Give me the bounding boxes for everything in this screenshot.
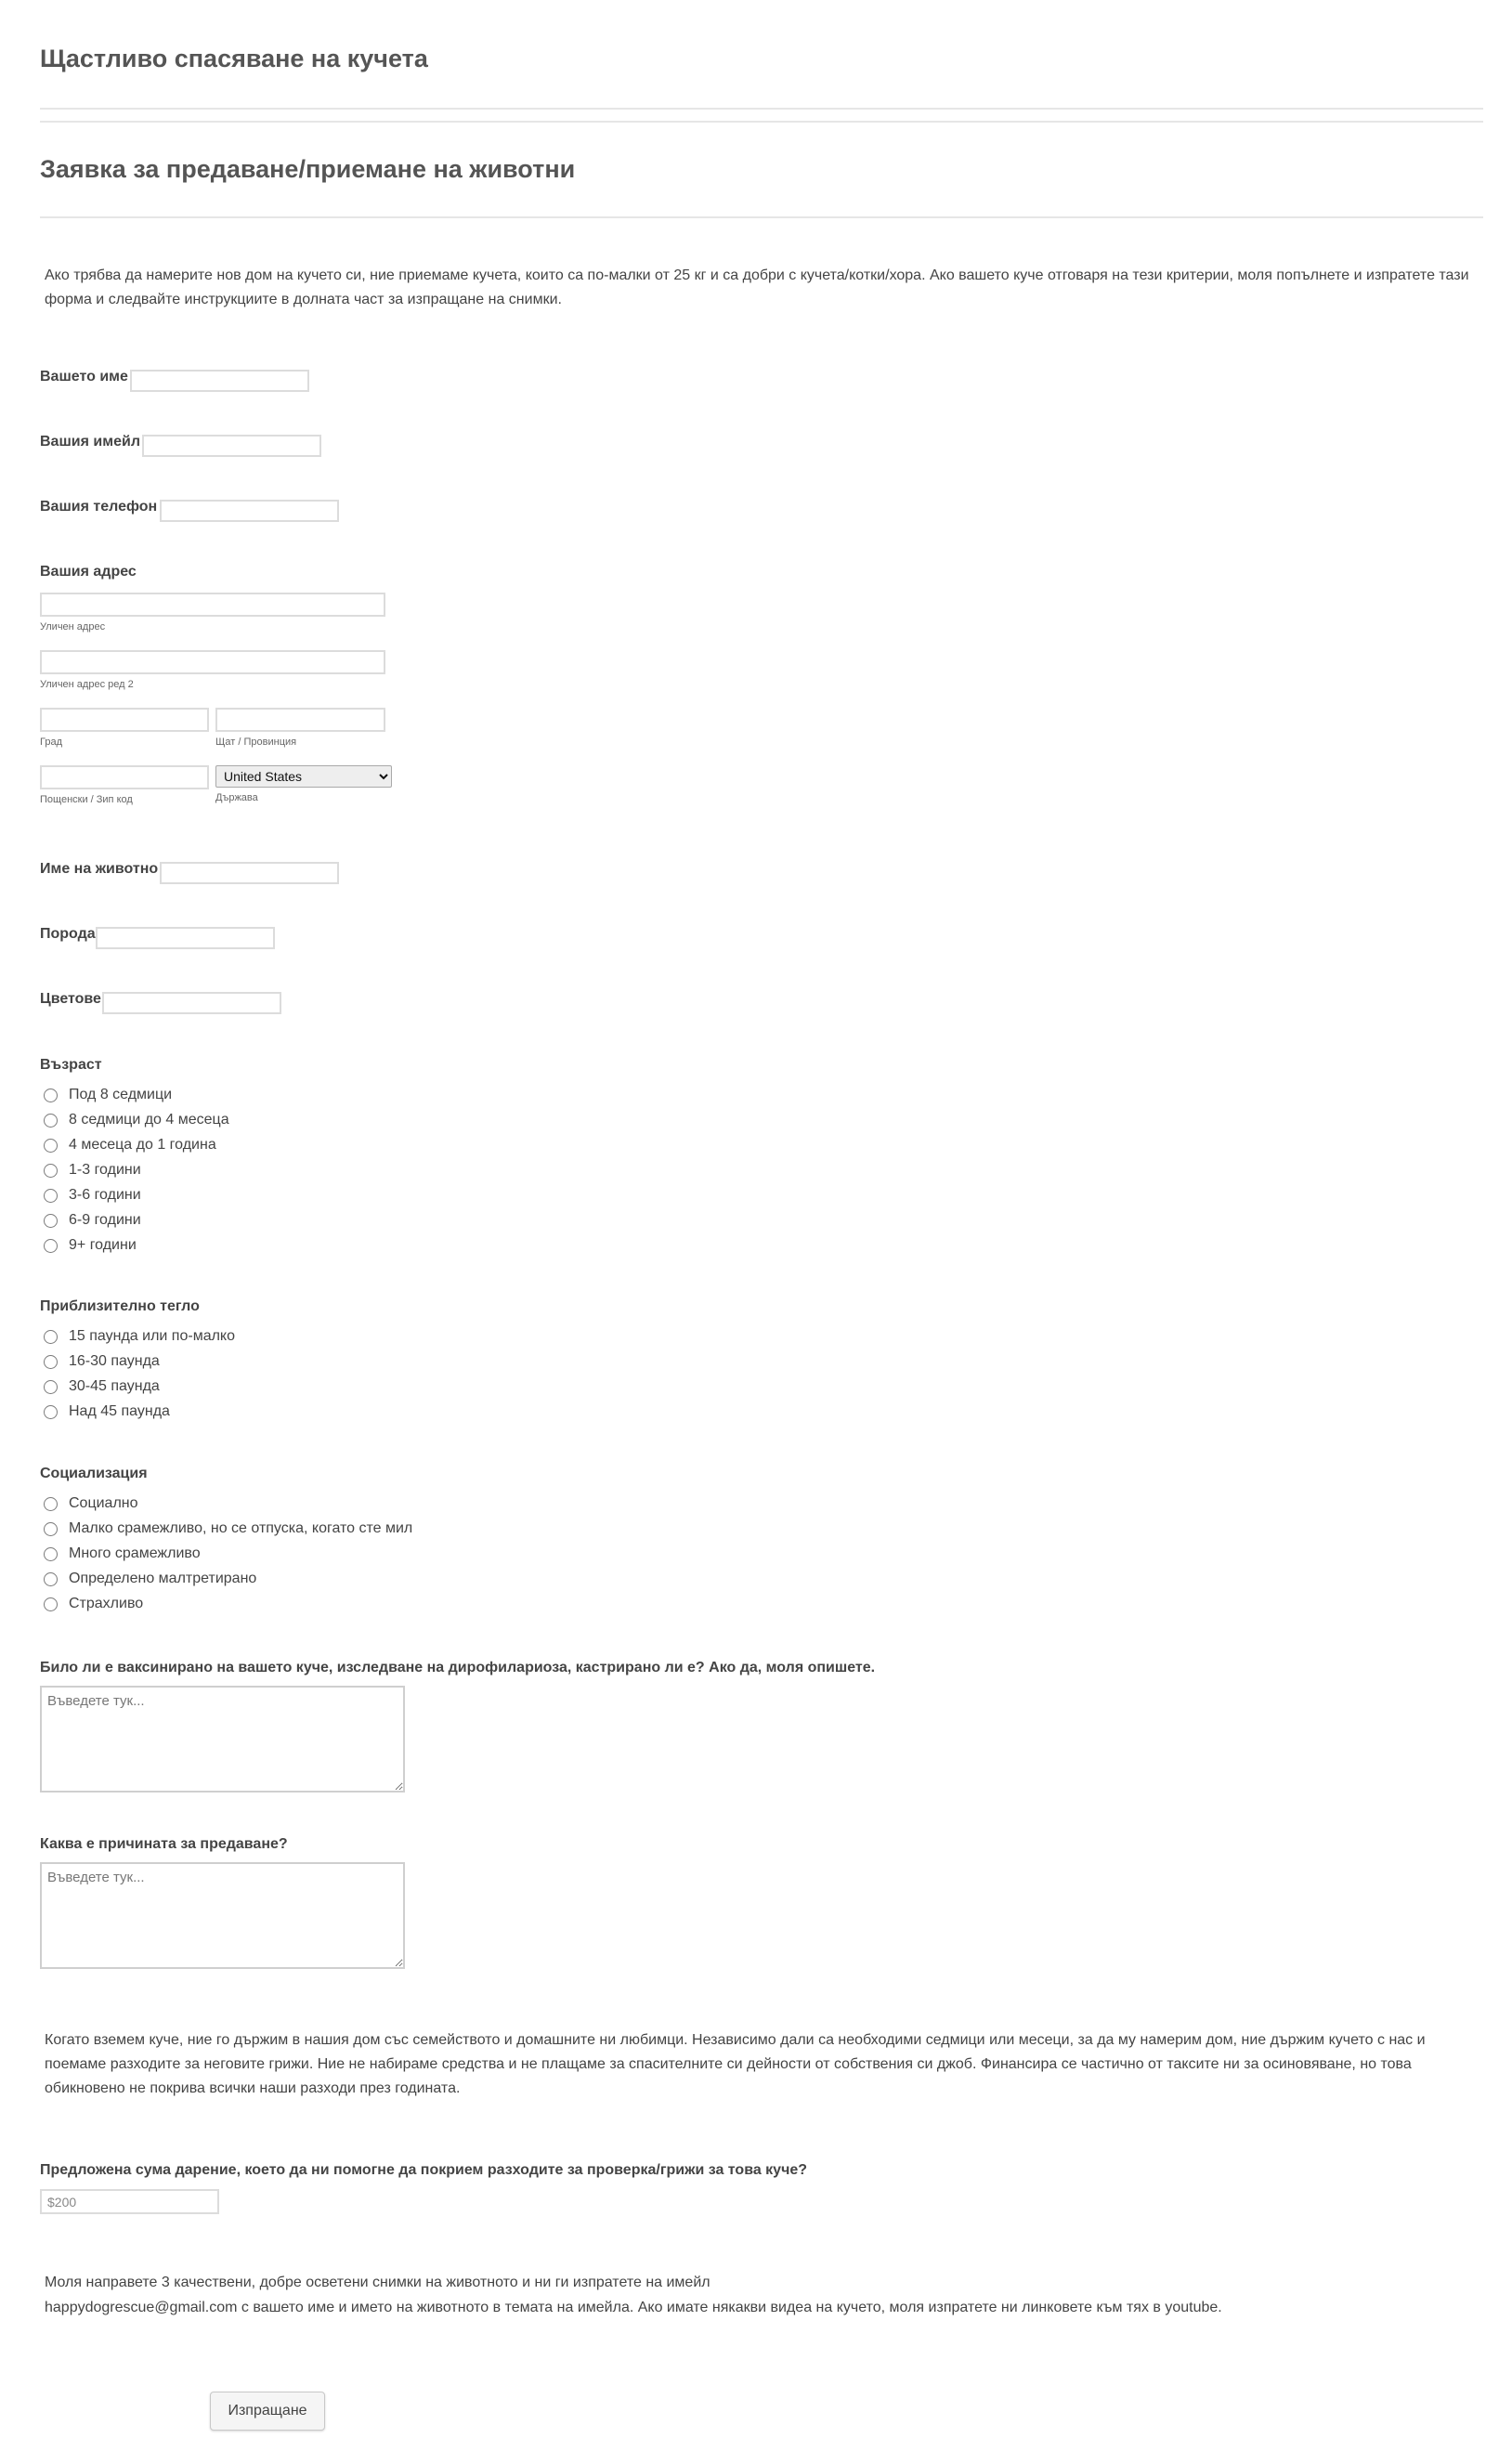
weight-option[interactable] xyxy=(44,1326,235,1347)
divider xyxy=(40,121,1483,123)
submit-button[interactable]: Изпращане xyxy=(210,2392,325,2431)
colors-input[interactable] xyxy=(102,992,281,1014)
form-title: Заявка за предаване/приемане на животни xyxy=(40,155,576,183)
radio-button[interactable] xyxy=(44,1497,58,1511)
age-option[interactable] xyxy=(44,1235,137,1256)
city-sublabel: Град xyxy=(40,737,62,748)
social-option-label: Определено малтретирано xyxy=(69,1571,257,1586)
radio-button[interactable] xyxy=(44,1380,58,1394)
age-option-label: 4 месеца до 1 година xyxy=(69,1137,216,1153)
weight-option[interactable] xyxy=(44,1402,170,1422)
age-option-label: 9+ години xyxy=(69,1237,137,1253)
street2-sublabel: Уличен адрес ред 2 xyxy=(40,679,134,690)
name-label: Вашето име xyxy=(40,369,128,385)
social-option-label: Страхливо xyxy=(69,1596,144,1611)
email-input[interactable] xyxy=(142,435,321,457)
weight-option[interactable] xyxy=(44,1351,160,1372)
radio-button[interactable] xyxy=(44,1330,58,1344)
radio-button[interactable] xyxy=(44,1355,58,1369)
weight-option-label: Над 45 паунда xyxy=(69,1403,170,1419)
social-option[interactable] xyxy=(44,1544,201,1564)
radio-button[interactable] xyxy=(44,1214,58,1228)
city-input[interactable] xyxy=(40,708,209,732)
street-sublabel: Уличен адрес xyxy=(40,621,106,632)
email-label: Вашия имейл xyxy=(40,434,140,450)
divider xyxy=(40,216,1483,218)
radio-button[interactable] xyxy=(44,1597,58,1611)
social-option[interactable] xyxy=(44,1493,138,1514)
social-option[interactable] xyxy=(44,1569,256,1589)
colors-label: Цветове xyxy=(40,991,101,1007)
radio-button[interactable] xyxy=(44,1239,58,1253)
street-input[interactable] xyxy=(40,593,385,617)
age-label: Възраст xyxy=(40,1057,102,1073)
country-sublabel: Държава xyxy=(215,792,258,803)
name-input[interactable] xyxy=(130,370,309,392)
phone-input[interactable] xyxy=(160,500,339,522)
social-option-label: Социално xyxy=(69,1495,138,1511)
reason-textarea[interactable] xyxy=(40,1862,405,1969)
zip-sublabel: Пощенски / Зип код xyxy=(40,794,133,805)
social-option-label: Много срамежливо xyxy=(69,1545,201,1561)
country-select[interactable] xyxy=(215,765,392,788)
weight-option-label: 16-30 паунда xyxy=(69,1353,160,1369)
site-title: Щастливо спасяване на кучета xyxy=(40,45,428,72)
vaccination-textarea[interactable] xyxy=(40,1686,405,1793)
weight-option-label: 15 паунда или по-малко xyxy=(69,1328,235,1344)
age-option-label: 3-6 години xyxy=(69,1187,141,1203)
radio-button[interactable] xyxy=(44,1164,58,1178)
radio-button[interactable] xyxy=(44,1189,58,1203)
reason-label: Каква е причината за предаване? xyxy=(40,1836,288,1852)
breed-input[interactable] xyxy=(96,927,275,949)
address-label: Вашия адрес xyxy=(40,564,137,580)
social-label: Социализация xyxy=(40,1466,148,1481)
breed-label: Порода xyxy=(40,926,96,942)
donation-label: Предложена сума дарение, което да ни помогне да покрием разходите за проверка/грижи за това куче? xyxy=(40,2162,808,2178)
age-option[interactable] xyxy=(44,1135,216,1155)
age-option-label: 6-9 години xyxy=(69,1212,141,1228)
radio-button[interactable] xyxy=(44,1089,58,1102)
zip-input[interactable] xyxy=(40,765,209,789)
age-option-label: 1-3 години xyxy=(69,1162,141,1178)
intro-text: Ако трябва да намерите нов дом на кучето си, ние приемаме кучета, които са по-малки от 25 кг и са добри с кучета/котки/хора. Ако вашето куче отговаря на тези критерии, моля попълнете и изпратете тази форма и следвайте инструкциите в долната част за изпращане на снимки. xyxy=(45,267,1469,307)
donation-input[interactable] xyxy=(40,2189,219,2214)
weight-option-label: 30-45 паунда xyxy=(69,1378,160,1394)
radio-button[interactable] xyxy=(44,1522,58,1536)
state-sublabel: Щат / Провинция xyxy=(215,737,297,748)
animal-name-input[interactable] xyxy=(160,862,339,884)
photos-text-line1: Моля направете 3 качествени, добре осветени снимки на животното и ни ги изпратете на имейл xyxy=(45,2275,710,2290)
social-option[interactable] xyxy=(44,1519,412,1539)
radio-button[interactable] xyxy=(44,1572,58,1586)
age-option[interactable] xyxy=(44,1185,141,1206)
animal-name-label: Име на животно xyxy=(40,861,159,877)
radio-button[interactable] xyxy=(44,1114,58,1128)
radio-button[interactable] xyxy=(44,1547,58,1561)
age-option-label: Под 8 седмици xyxy=(69,1087,173,1102)
radio-button[interactable] xyxy=(44,1405,58,1419)
phone-label: Вашия телефон xyxy=(40,499,158,515)
age-option[interactable] xyxy=(44,1110,229,1130)
weight-option[interactable] xyxy=(44,1376,160,1397)
street2-input[interactable] xyxy=(40,650,385,674)
info-text: Когато вземем куче, ние го държим в нашия дом със семейството и домашните ни любимци. Независимо дали са необходими седмици или месеци, за да му намерим дом, ние държим кучето с нас и поемаме разходите за неговите грижи. Ние не набираме средства и не плащаме за спасителните си дейности от собствения си джоб. Финансира се частично от таксите ни за осиновяване, но това обикновено не покрива всички наши разходи през годината. xyxy=(45,2032,1426,2096)
social-option[interactable] xyxy=(44,1594,143,1614)
age-option-label: 8 седмици до 4 месеца xyxy=(69,1112,229,1128)
age-option[interactable] xyxy=(44,1210,141,1231)
weight-label: Приблизително тегло xyxy=(40,1298,200,1314)
age-option[interactable] xyxy=(44,1160,141,1180)
vaccination-label: Било ли е ваксинирано на вашето куче, изследване на дирофилариоза, кастрирано ли е? Ако да, моля опишете. xyxy=(40,1660,876,1675)
photos-text-line2: happydogrescue@gmail.com с вашето име и името на животното в темата на имейла. Ако имате някакви видеа на кучето, моля изпратете ни линковете към тях в youtube. xyxy=(45,2300,1222,2315)
state-input[interactable] xyxy=(215,708,385,732)
radio-button[interactable] xyxy=(44,1139,58,1153)
age-option[interactable] xyxy=(44,1085,172,1105)
divider xyxy=(40,108,1483,110)
social-option-label: Малко срамежливо, но се отпуска, когато сте мил xyxy=(69,1520,413,1536)
